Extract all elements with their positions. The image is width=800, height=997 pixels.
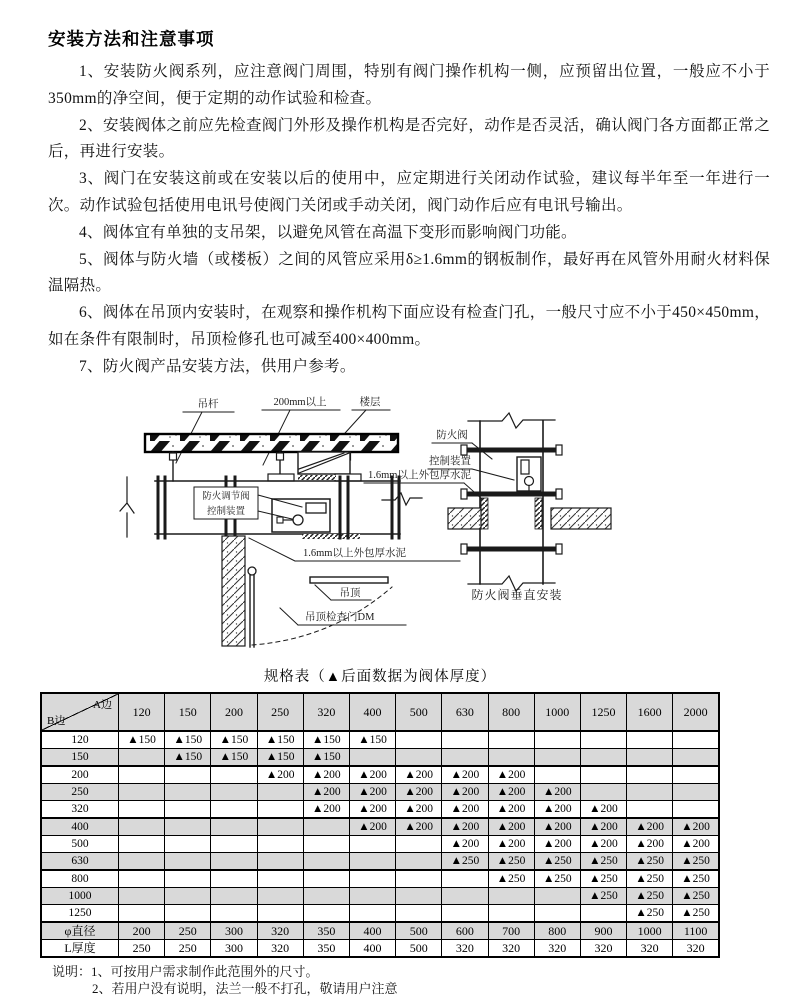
- column-header: 800: [488, 693, 534, 731]
- column-header: 630: [442, 693, 488, 731]
- table-cell: [257, 904, 303, 922]
- table-cell: 250: [165, 939, 211, 957]
- table-cell: [119, 904, 165, 922]
- table-cell: ▲200: [488, 783, 534, 800]
- table-cell: ▲200: [673, 818, 719, 836]
- table-cell: [442, 731, 488, 749]
- table-cell: ▲200: [534, 800, 580, 818]
- table-cell: ▲200: [673, 835, 719, 852]
- note-line-1: 说明：1、可按用户需求制作此范围外的尺寸。: [52, 963, 319, 979]
- table-row: [41, 922, 719, 940]
- table-cell: [580, 783, 626, 800]
- corner-cell: [41, 693, 119, 731]
- table-cell: [119, 748, 165, 766]
- note-line-2: 2、若用户没有说明，法兰一般不打孔，敬请用户注意: [92, 980, 398, 996]
- cement-label-left: 1.6mm以上外包厚水泥: [303, 547, 406, 559]
- table-cell: [349, 870, 395, 888]
- table-cell: [488, 731, 534, 749]
- header-row: [41, 693, 719, 731]
- table-cell: ▲200: [442, 800, 488, 818]
- table-cell: [488, 904, 534, 922]
- table-cell: ▲200: [488, 766, 534, 784]
- table-cell: ▲200: [580, 800, 626, 818]
- table-cell: [165, 887, 211, 904]
- table-cell: ▲250: [627, 870, 673, 888]
- table-cell: [396, 731, 442, 749]
- table-cell: ▲200: [627, 818, 673, 836]
- table-cell: ▲200: [442, 835, 488, 852]
- table-cell: 700: [488, 922, 534, 940]
- table-cell: 320: [580, 939, 626, 957]
- paragraph-5: 5、阀体与防火墙（或楼板）之间的风管应采用δ≥1.6mm的钢板制作，最好再在风管外用耐火材料保温隔热。: [48, 250, 770, 295]
- table-cell: ▲250: [627, 852, 673, 870]
- paragraph-7: 7、防火阀产品安装方法，供用户参考。: [79, 357, 356, 375]
- table-cell: 320: [257, 939, 303, 957]
- table-row: [41, 766, 719, 784]
- column-header: 400: [349, 693, 395, 731]
- table-cell: ▲200: [396, 766, 442, 784]
- table-cell: [211, 818, 257, 836]
- table-cell: [257, 818, 303, 836]
- table-cell: ▲250: [673, 887, 719, 904]
- table-cell: 320: [534, 939, 580, 957]
- table-cell: [396, 870, 442, 888]
- column-header: 200: [211, 693, 257, 731]
- table-cell: [627, 748, 673, 766]
- table-cell: [119, 835, 165, 852]
- table-cell: ▲250: [627, 904, 673, 922]
- table-row: [41, 887, 719, 904]
- table-cell: [165, 818, 211, 836]
- table-cell: ▲200: [534, 818, 580, 836]
- table-row: [41, 870, 719, 888]
- table-cell: ▲250: [673, 870, 719, 888]
- table-cell: [673, 800, 719, 818]
- row-header: 120: [41, 731, 119, 749]
- installation-diagrams: [0, 387, 800, 655]
- corner-a-label: A边: [93, 698, 112, 711]
- table-cell: [442, 887, 488, 904]
- clearance-label: 200mm以上: [273, 396, 327, 408]
- table-cell: ▲150: [257, 748, 303, 766]
- instructions: [48, 59, 770, 381]
- table-caption: 规格表（▲后面数据为阀体厚度）: [263, 668, 497, 685]
- table-row: [41, 800, 719, 818]
- table-cell: 200: [119, 922, 165, 940]
- table-cell: ▲150: [119, 731, 165, 749]
- table-cell: [534, 731, 580, 749]
- damper-control-label: 控制装置: [206, 506, 246, 517]
- table-cell: 400: [349, 922, 395, 940]
- column-header: 120: [119, 693, 165, 731]
- table-cell: ▲250: [534, 852, 580, 870]
- table-cell: ▲200: [303, 766, 349, 784]
- table-cell: 500: [396, 939, 442, 957]
- table-cell: [349, 852, 395, 870]
- table-cell: [534, 748, 580, 766]
- table-cell: [211, 887, 257, 904]
- table-cell: ▲200: [442, 766, 488, 784]
- access-door-label: 吊顶检查门DM: [305, 611, 375, 623]
- table-cell: 320: [627, 939, 673, 957]
- table-cell: [627, 766, 673, 784]
- table-cell: ▲150: [303, 748, 349, 766]
- table-cell: 400: [349, 939, 395, 957]
- floor-label: 楼层: [359, 396, 381, 408]
- table-cell: [119, 800, 165, 818]
- table-cell: [165, 870, 211, 888]
- spec-table: [40, 692, 720, 958]
- table-row: [41, 818, 719, 836]
- row-header: L厚度: [41, 939, 119, 957]
- table-cell: [303, 870, 349, 888]
- table-cell: ▲200: [257, 766, 303, 784]
- floor-slab: [145, 434, 398, 452]
- table-cell: ▲150: [165, 748, 211, 766]
- table-row: [41, 939, 719, 957]
- table-cell: ▲200: [396, 783, 442, 800]
- table-cell: ▲200: [396, 800, 442, 818]
- table-cell: ▲200: [442, 783, 488, 800]
- table-cell: [396, 852, 442, 870]
- table-cell: [673, 748, 719, 766]
- table-cell: ▲250: [580, 852, 626, 870]
- table-cell: ▲200: [580, 818, 626, 836]
- table-cell: 300: [211, 939, 257, 957]
- table-cell: [580, 904, 626, 922]
- paragraph-2: 2、安装阀体之前应先检查阀门外形及操作机构是否完好，动作是否灵活，确认阀门各方面都正常之后，再进行安装。: [48, 116, 770, 161]
- ceiling-label: 吊顶: [339, 587, 361, 599]
- fire-damper-label: 防火阀: [436, 429, 468, 441]
- table-cell: [488, 748, 534, 766]
- table-cell: 300: [211, 922, 257, 940]
- table-cell: 600: [442, 922, 488, 940]
- table-cell: 320: [488, 939, 534, 957]
- row-header: φ直径: [41, 922, 119, 940]
- paragraph-3: 3、阀门在安装这前或在安装以后的使用中，应定期进行关闭动作试验，建议每半年至一年进行一次。动作试验包括使用电讯号使阀门关闭或手动关闭，阀门动作后应有电讯号输出。: [48, 170, 770, 214]
- hanger-rod-label: 吊杆: [197, 398, 219, 410]
- table-cell: [396, 887, 442, 904]
- table-cell: [396, 748, 442, 766]
- table-cell: [119, 852, 165, 870]
- table-cell: ▲200: [488, 800, 534, 818]
- table-cell: ▲250: [488, 870, 534, 888]
- table-cell: [349, 748, 395, 766]
- table-row: [41, 835, 719, 852]
- column-header: 320: [303, 693, 349, 731]
- table-cell: [119, 870, 165, 888]
- ceiling-panel: [310, 577, 388, 583]
- paragraph-4: 4、阀体宜有单独的支吊架，以避免风管在高温下变形而影响阀门功能。: [79, 223, 577, 241]
- paragraph-1: 1、安装防火阀系列，应注意阀门周围，特别有阀门操作机构一侧，应预留出位置，一般应不小于350mm的净空间，便于定期的动作试验和检查。: [48, 63, 770, 107]
- table-cell: ▲200: [534, 783, 580, 800]
- table-cell: 1100: [673, 922, 719, 940]
- horizontal-install-diagram: [120, 395, 460, 647]
- table-cell: ▲250: [580, 870, 626, 888]
- table-cell: [627, 731, 673, 749]
- table-cell: [442, 870, 488, 888]
- table-cell: [488, 887, 534, 904]
- table-cell: [580, 731, 626, 749]
- table-cell: 320: [673, 939, 719, 957]
- table-cell: [257, 887, 303, 904]
- table-cell: 350: [303, 939, 349, 957]
- table-cell: [119, 887, 165, 904]
- corner-b-label: B边: [47, 714, 66, 727]
- table-cell: ▲250: [580, 887, 626, 904]
- table-cell: [165, 852, 211, 870]
- table-cell: [534, 887, 580, 904]
- table-row: [41, 748, 719, 766]
- table-row: [41, 852, 719, 870]
- table-cell: ▲200: [303, 783, 349, 800]
- table-cell: 250: [119, 939, 165, 957]
- table-cell: [303, 852, 349, 870]
- table-cell: ▲250: [534, 870, 580, 888]
- table-cell: [442, 904, 488, 922]
- row-header: 1250: [41, 904, 119, 922]
- floor-slab-left: [448, 508, 481, 529]
- table-cell: [349, 904, 395, 922]
- table-cell: [165, 835, 211, 852]
- column-header: 500: [396, 693, 442, 731]
- table-cell: [396, 835, 442, 852]
- row-header: 1000: [41, 887, 119, 904]
- row-header: 320: [41, 800, 119, 818]
- table-cell: ▲200: [349, 766, 395, 784]
- row-header: 250: [41, 783, 119, 800]
- table-cell: ▲250: [673, 852, 719, 870]
- row-header: 800: [41, 870, 119, 888]
- table-cell: [303, 904, 349, 922]
- table-cell: 350: [303, 922, 349, 940]
- fire-wall: [222, 536, 245, 646]
- row-header: 630: [41, 852, 119, 870]
- table-cell: [211, 904, 257, 922]
- row-header: 200: [41, 766, 119, 784]
- page-title: 安装方法和注意事项: [48, 29, 215, 49]
- spec-table-area: [40, 665, 720, 997]
- column-header: 250: [257, 693, 303, 731]
- floor-slab-right: [551, 508, 611, 529]
- table-cell: ▲250: [627, 887, 673, 904]
- table-cell: [165, 800, 211, 818]
- table-cell: [303, 887, 349, 904]
- table-cell: [119, 766, 165, 784]
- table-cell: [349, 835, 395, 852]
- table-cell: [396, 904, 442, 922]
- table-cell: ▲150: [303, 731, 349, 749]
- row-header: 150: [41, 748, 119, 766]
- table-cell: [119, 783, 165, 800]
- table-cell: [303, 818, 349, 836]
- table-cell: [673, 731, 719, 749]
- table-cell: [627, 783, 673, 800]
- table-cell: ▲150: [211, 748, 257, 766]
- table-cell: ▲200: [488, 835, 534, 852]
- table-cell: [534, 766, 580, 784]
- vertical-install-diagram: [364, 413, 611, 602]
- table-cell: [165, 783, 211, 800]
- table-cell: [257, 870, 303, 888]
- table-cell: 250: [165, 922, 211, 940]
- row-header: 500: [41, 835, 119, 852]
- table-cell: [257, 852, 303, 870]
- table-cell: [211, 783, 257, 800]
- notes: [52, 963, 720, 997]
- table-cell: ▲200: [488, 818, 534, 836]
- table-cell: ▲150: [165, 731, 211, 749]
- paragraph-6: 6、阀体在吊顶内安装时，在观察和操作机构下面应设有检查门孔，一般尺寸应不小于450×450mm，如在条件有限制时，吊顶检修孔也可减至400×400mm。: [48, 304, 770, 348]
- control-device-label: 控制装置: [429, 455, 471, 467]
- cement-label-right: 1.6mm以上外包厚水泥: [368, 469, 471, 481]
- column-header: 150: [165, 693, 211, 731]
- table-row: [41, 783, 719, 800]
- table-cell: [211, 800, 257, 818]
- table-cell: ▲200: [349, 783, 395, 800]
- table-cell: [442, 748, 488, 766]
- table-cell: ▲250: [488, 852, 534, 870]
- table-cell: [534, 904, 580, 922]
- table-cell: ▲150: [349, 731, 395, 749]
- table-cell: ▲200: [442, 818, 488, 836]
- table-cell: 320: [257, 922, 303, 940]
- column-header: 2000: [673, 693, 719, 731]
- table-cell: ▲250: [673, 904, 719, 922]
- installation-diagram-svg: [0, 387, 800, 655]
- table-cell: ▲250: [442, 852, 488, 870]
- table-cell: [257, 783, 303, 800]
- table-cell: ▲200: [534, 835, 580, 852]
- table-cell: ▲200: [396, 818, 442, 836]
- table-cell: 900: [580, 922, 626, 940]
- table-cell: [673, 783, 719, 800]
- vertical-install-caption: 防火阀垂直安装: [471, 587, 563, 602]
- table-cell: 800: [534, 922, 580, 940]
- table-cell: [627, 800, 673, 818]
- damper-name-label: 防火调节阀: [202, 491, 250, 502]
- column-header: 1600: [627, 693, 673, 731]
- table-cell: 500: [396, 922, 442, 940]
- table-cell: [165, 766, 211, 784]
- table-cell: ▲200: [580, 835, 626, 852]
- column-header: 1250: [580, 693, 626, 731]
- table-cell: [580, 748, 626, 766]
- table-cell: [673, 766, 719, 784]
- column-header: 1000: [534, 693, 580, 731]
- table-cell: [580, 766, 626, 784]
- table-cell: ▲200: [349, 800, 395, 818]
- table-cell: 320: [442, 939, 488, 957]
- table-cell: ▲150: [257, 731, 303, 749]
- table-cell: [349, 887, 395, 904]
- table-cell: [165, 904, 211, 922]
- table-cell: [303, 835, 349, 852]
- table-cell: [257, 800, 303, 818]
- table-cell: [211, 870, 257, 888]
- table-cell: [211, 766, 257, 784]
- table-row: [41, 731, 719, 749]
- table-row: [41, 904, 719, 922]
- table-cell: ▲200: [627, 835, 673, 852]
- table-cell: 1000: [627, 922, 673, 940]
- table-cell: ▲200: [303, 800, 349, 818]
- table-cell: ▲200: [349, 818, 395, 836]
- table-cell: [211, 852, 257, 870]
- table-cell: [119, 818, 165, 836]
- table-cell: [257, 835, 303, 852]
- table-cell: [211, 835, 257, 852]
- table-cell: ▲150: [211, 731, 257, 749]
- row-header: 400: [41, 818, 119, 836]
